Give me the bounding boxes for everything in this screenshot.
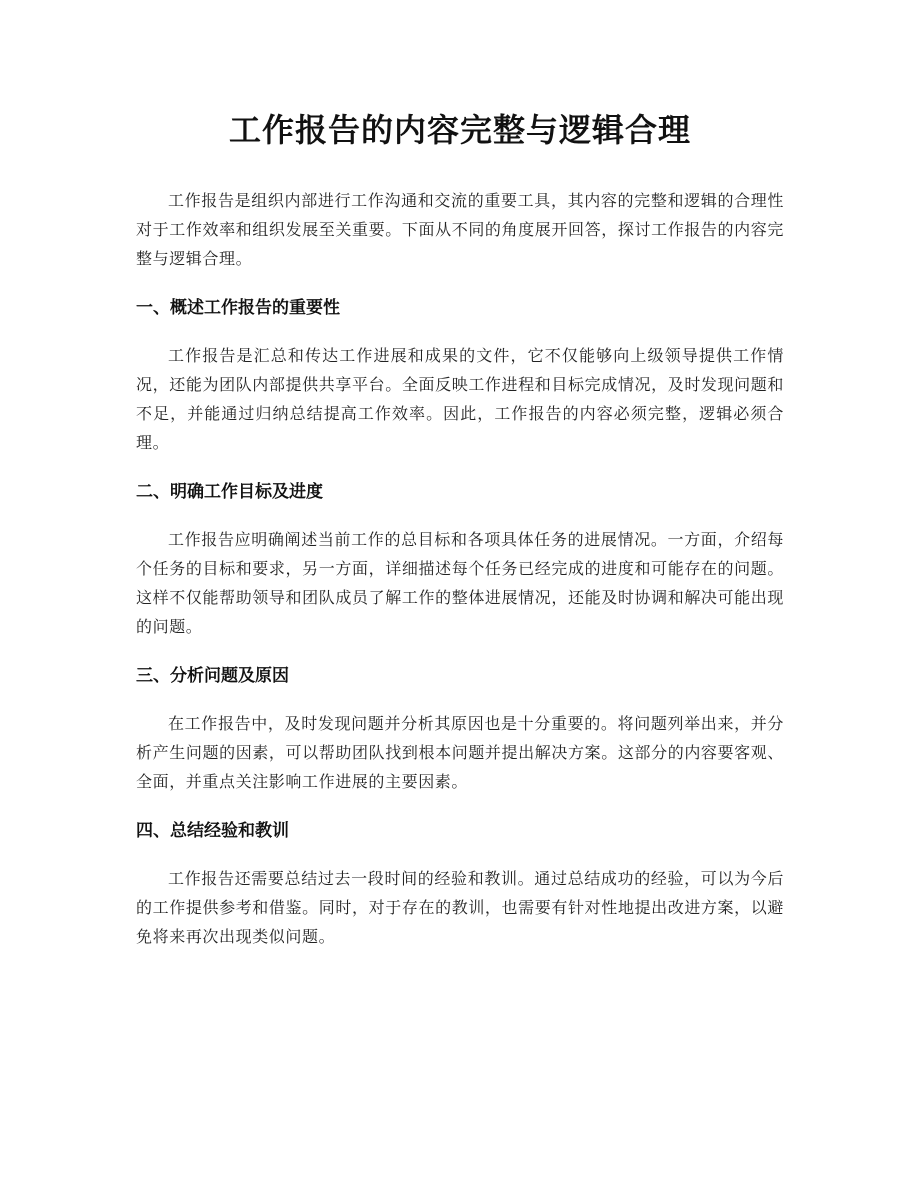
section-heading: 二、明确工作目标及进度 — [136, 482, 323, 502]
section-paragraph: 工作报告应明确阐述当前工作的总目标和各项具体任务的进展情况。一方面，介绍每个任务的目标和要求，另一方面，详细描述每个任务已经完成的进度和可能存在的问题。这样不仅能帮助领导和团队成员了解工作的整体进展情况，还能及时协调和解决可能出现的问题。 — [136, 530, 784, 636]
document-title: 工作报告的内容完整与逻辑合理 — [228, 111, 691, 149]
section-1 — [136, 295, 784, 457]
section-paragraph: 工作报告还需要总结过去一段时间的经验和教训。通过总结成功的经验，可以为今后的工作提供参考和借鉴。同时，对于存在的教训，也需要有针对性地提出改进方案，以避免将来再次出现类似问题。 — [136, 869, 784, 946]
intro-paragraph: 工作报告是组织内部进行工作沟通和交流的重要工具，其内容的完整和逻辑的合理性对于工作效率和组织发展至关重要。下面从不同的角度展开回答，探讨工作报告的内容完整与逻辑合理。 — [136, 191, 784, 268]
section-heading: 三、分析问题及原因 — [136, 666, 289, 686]
section-2 — [136, 479, 784, 641]
section-4 — [136, 818, 784, 951]
section-heading: 一、概述工作报告的重要性 — [136, 298, 340, 318]
section-heading: 四、总结经验和教训 — [136, 821, 289, 841]
section-paragraph: 工作报告是汇总和传达工作进展和成果的文件，它不仅能够向上级领导提供工作情况，还能为团队内部提供共享平台。全面反映工作进程和目标完成情况，及时发现问题和不足，并能通过归纳总结提高工作效率。因此，工作报告的内容必须完整，逻辑必须合理。 — [136, 346, 784, 452]
section-paragraph: 在工作报告中，及时发现问题并分析其原因也是十分重要的。将问题列举出来，并分析产生问题的因素，可以帮助团队找到根本问题并提出解决方案。这部分的内容要客观、全面，并重点关注影响工作进展的主要因素。 — [136, 714, 784, 791]
intro-block — [136, 186, 784, 273]
section-3 — [136, 663, 784, 796]
